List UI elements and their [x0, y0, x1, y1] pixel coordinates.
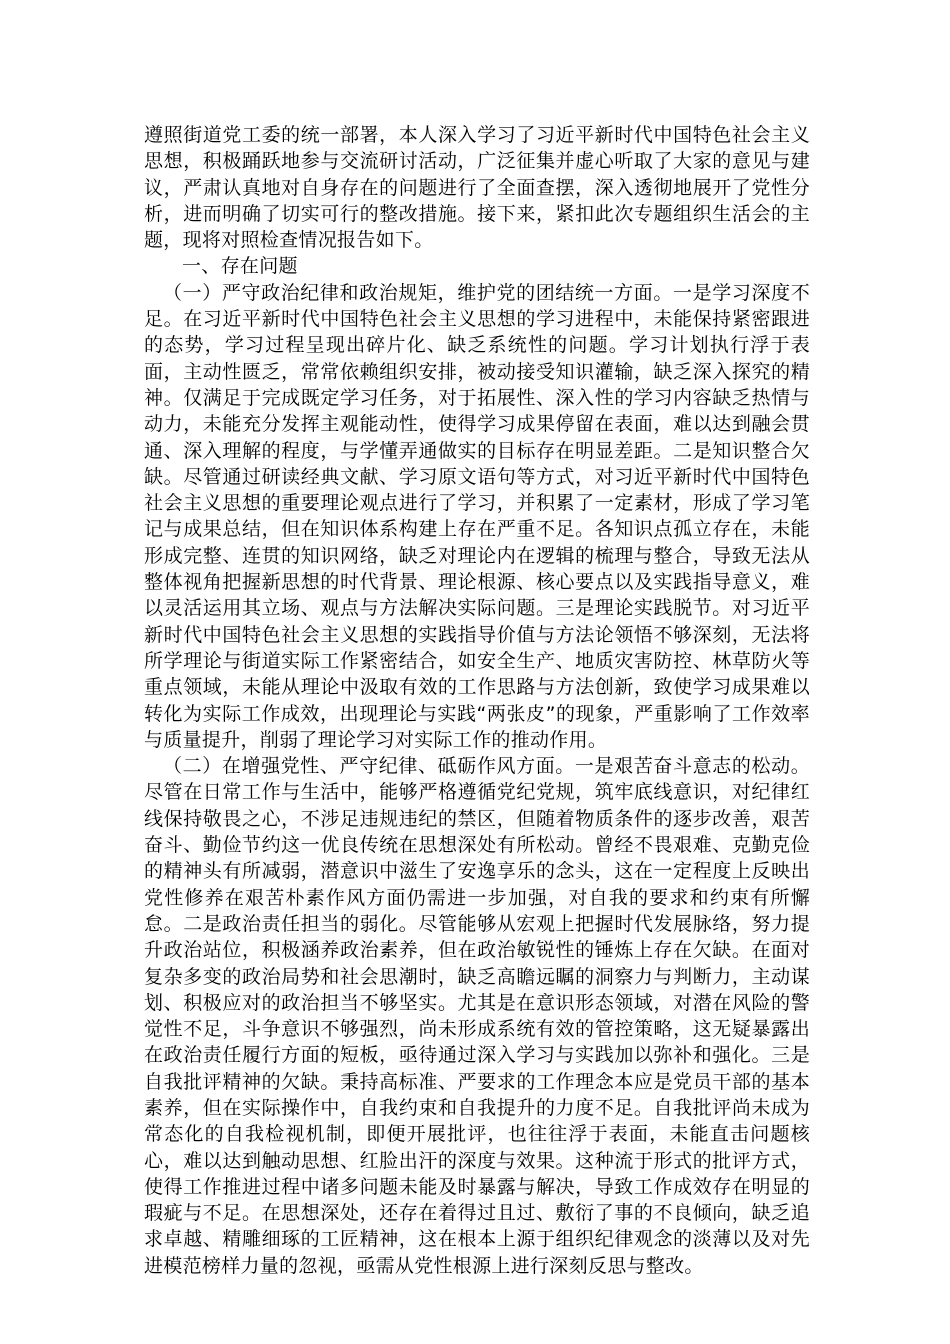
item-2-paragraph: （二）在增强党性、严守纪律、砥砺作风方面。一是艰苦奋斗意志的松动。尽管在日常工作与生活中，能够严格遵循党纪党规，筑牢底线意识，对纪律红线保持敬畏之心，不涉足违规违纪的禁区，但随着物质条件的逐步改善，艰苦奋斗、勤俭节约这一优良传统在思想深处有所松动。曾经不畏艰难、克勤克俭的精神头有所减弱，潜意识中滋生了安逸享乐的念头，这在一定程度上反映出党性修养在艰苦朴素作风方面仍需进一步加强，对自我的要求和约束有所懈怠。二是政治责任担当的弱化。尽管能够从宏观上把握时代发展脉络，努力提升政治站位，积极涵养政治素养，但在政治敏锐性的锤炼上存在欠缺。在面对复杂多变的政治局势和社会思潮时，缺乏高瞻远瞩的洞察力与判断力，主动谋划、积极应对的政治担当不够坚实。尤其是在意识形态领域，对潜在风险的警觉性不足，斗争意识不够强烈，尚未形成系统有效的管控策略，这无疑暴露出在政治责任履行方面的短板，亟待通过深入学习与实践加以弥补和强化。三是自我批评精神的欠缺。秉持高标准、严要求的工作理念本应是党员干部的基本素养，但在实际操作中，自我约束和自我提升的力度不足。自我批评尚未成为常态化的自我检视机制，即便开展批评，也往往浮于表面，未能直击问题核心，难以达到触动思想、红脸出汗的深度与效果。这种流于形式的批评方式，使得工作推进过程中诸多问题未能及时暴露与解决，导致工作成效存在明显的瑕疵与不足。在思想深处，还存在着得过且过、敷衍了事的不良倾向，缺乏追求卓越、精雕细琢的工匠精神，这在根本上源于组织纪律观念的淡薄以及对先进模范榜样力量的忽视，亟需从党性根源上进行深刻反思与整改。: [144, 755, 810, 1277]
document-page: [144, 122, 810, 1279]
section-heading: 一、存在问题: [182, 255, 298, 278]
item-1-paragraph: （一）严守政治纪律和政治规矩，维护党的团结统一方面。一是学习深度不足。在习近平新时代中国特色社会主义思想的学习进程中，未能保持紧密跟进的态势，学习过程呈现出碎片化、缺乏系统性的问题。学习计划执行浮于表面，主动性匮乏，常常依赖组织安排，被动接受知识灌输，缺乏深入探究的精神。仅满足于完成既定学习任务，对于拓展性、深入性的学习内容缺乏热情与动力，未能充分发挥主观能动性，使得学习成果停留在表面，难以达到融会贯通、深入理解的程度，与学懂弄通做实的目标存在明显差距。二是知识整合欠缺。尽管通过研读经典文献、学习原文语句等方式，对习近平新时代中国特色社会主义思想的重要理论观点进行了学习，并积累了一定素材，形成了学习笔记与成果总结，但在知识体系构建上存在严重不足。各知识点孤立存在，未能形成完整、连贯的知识网络，缺乏对理论内在逻辑的梳理与整合，导致无法从整体视角把握新思想的时代背景、理论根源、核心要点以及实践指导意义，难以灵活运用其立场、观点与方法解决实际问题。三是理论实践脱节。对习近平新时代中国特色社会主义思想的实践指导价值与方法论领悟不够深刻，无法将所学理论与街道实际工作紧密结合，如安全生产、地质灾害防控、林草防火等重点领域，未能从理论中汲取有效的工作思路与方法创新，致使学习成果难以转化为实际工作成效，出现理论与实践“两张皮”的现象，严重影响了工作效率与质量提升，削弱了理论学习对实际工作的推动作用。: [144, 281, 810, 751]
intro-paragraph: 遵照街道党工委的统一部署，本人深入学习了习近平新时代中国特色社会主义思想，积极踊跃地参与交流研讨活动，广泛征集并虚心听取了大家的意见与建议，严肃认真地对自身存在的问题进行了全面查摆，深入透彻地展开了党性分析，进而明确了切实可行的整改措施。接下来，紧扣此次专题组织生活会的主题，现将对照检查情况报告如下。: [144, 124, 810, 252]
